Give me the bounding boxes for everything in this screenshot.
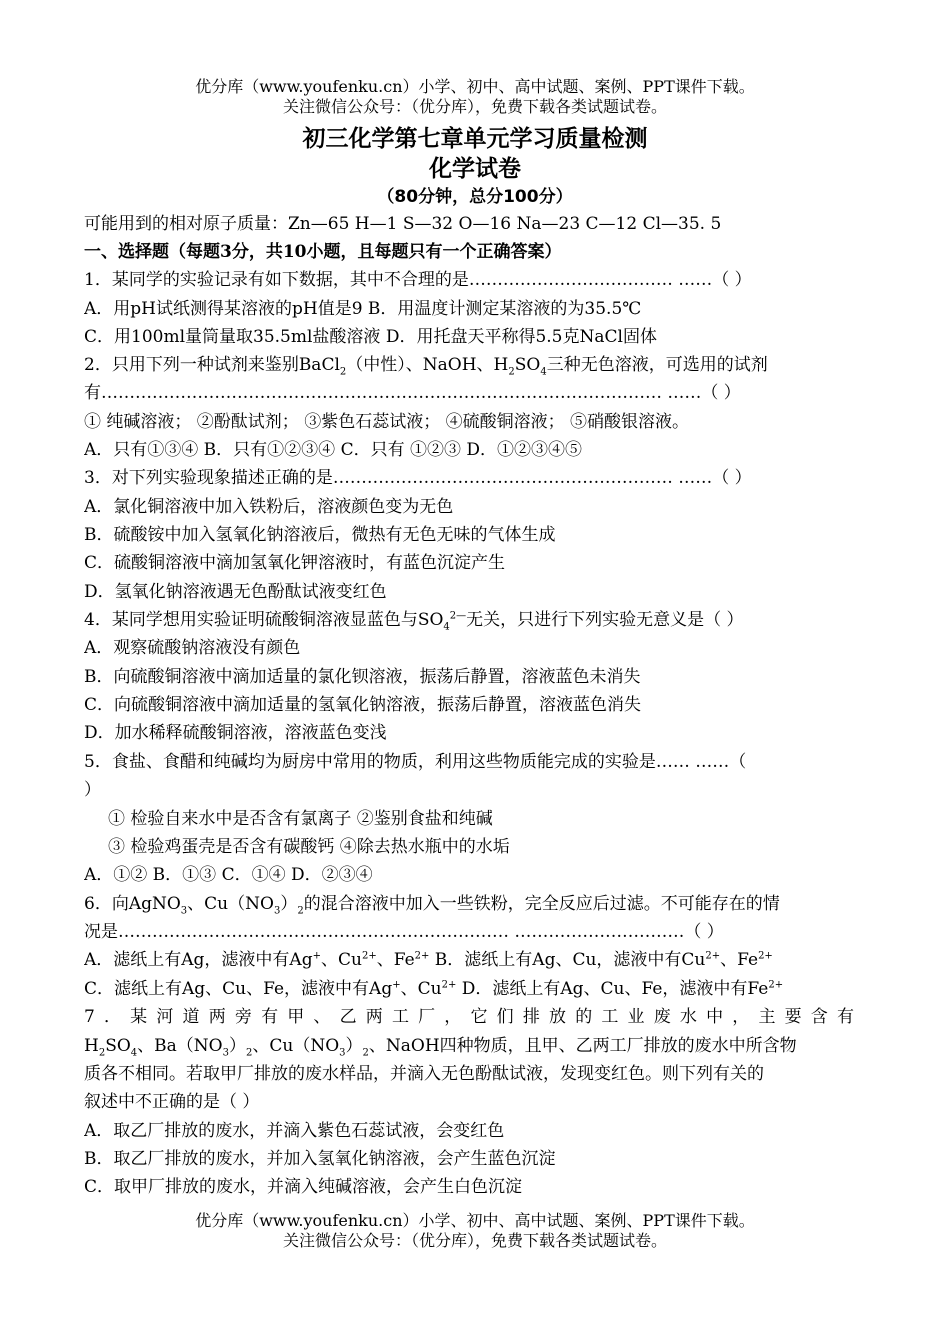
q3-option-a: A．氯化铜溶液中加入铁粉后，溶液颜色变为无色 <box>84 497 454 517</box>
q2-answers: A．只有①③④ B．只有①②③④ C．只有 ①②③ D．①②③④⑤ <box>84 440 583 460</box>
q3-option-d: D．氢氧化钠溶液遇无色酚酞试液变红色 <box>84 582 387 602</box>
q6-options-cd: C．滤纸上有Ag、Cu、Fe，滤液中有Ag+、$Cu^{2+}$ D．滤纸上有Ag、Cu、Fe，滤液中有$Fe^{2+}$ <box>84 979 784 999</box>
q4-option-d: D．加水稀释硫酸铜溶液，溶液蓝色变浅 <box>84 723 387 743</box>
q7-option-a: A．取乙厂排放的废水，并滴入紫色石蕊试液，会变红色 <box>84 1121 505 1141</box>
exam-title: 初三化学第七章单元学习质量检测 <box>302 126 648 152</box>
footer-line-2: 关注微信公众号：（优分库），免费下载各类试题试卷。 <box>282 1231 667 1250</box>
q6-options-ab: A．滤纸上有Ag，滤液中有Ag+、$Cu^{2+}$、$Fe^{2+}$ B．滤纸上有Ag、Cu，滤液中有$Cu^{2+}$、$Fe^{2+}$ <box>84 950 773 970</box>
q4-option-a: A．观察硫酸钠溶液没有颜色 <box>84 638 301 658</box>
section-heading: 一、选择题（每题3分，共10小题，且每题只有一个正确答案） <box>84 242 562 262</box>
exam-subtitle: 化学试卷 <box>429 156 521 182</box>
header-line-2: 关注微信公众号：（优分库），免费下载各类试题试卷。 <box>282 97 667 116</box>
q3-option-c: C．硫酸铜溶液中滴加氢氧化钾溶液时，有蓝色沉淀产生 <box>84 553 506 573</box>
q2-reagents: ① 纯碱溶液； ②酚酞试剂； ③紫色石蕊试液； ④硫酸铜溶液； ⑤硝酸银溶液。 <box>84 412 690 432</box>
q2-stem-cont: 有……………………………………………………………………………………… ……（ ） <box>84 383 741 403</box>
q2-stem: 2．只用下列一种试剂来鉴别BaCl$_2$（中性）、NaOH、$H_2SO_4$三种无色溶液，可选用的试剂 <box>84 355 768 376</box>
q7-stem-4: 叙述中不正确的是（ ） <box>84 1092 260 1112</box>
q7-stem-2: $H_2SO_4$、$Ba(NO_3)_2$、$Cu(NO_3)_2$、NaOH四种物质，且甲、乙两工厂排放的废水中所含物 <box>84 1036 797 1057</box>
q5-answers: A．①② B．①③ C．①④ D．②③④ <box>84 865 373 885</box>
q7-stem-3: 质各不相同。若取甲厂排放的废水样品，并滴入无色酚酞试液，发现变红色。则下列有关的 <box>84 1064 764 1084</box>
q7-stem-1: 7．某河道两旁有甲、乙两工厂，它们排放的工业废水中，主要含有 <box>84 1007 854 1027</box>
q3-option-b: B．硫酸铵中加入氢氧化钠溶液后，微热有无色无味的气体生成 <box>84 525 556 545</box>
exam-info: （80分钟，总分100分） <box>377 187 573 207</box>
q5-items-2: ③ 检验鸡蛋壳是否含有碳酸钙 ④除去热水瓶中的水垢 <box>108 837 510 857</box>
q3-stem: 3．对下列实验现象描述正确的是…………………………………………………… ……（ ） <box>84 468 752 488</box>
q4-stem: 4．某同学想用实验证明硫酸铜溶液显蓝色与$SO_4^{2—}$无关，只进行下列实验无意义是（ ） <box>84 610 744 631</box>
atomic-mass-line: 可能用到的相对原子质量：Zn—65 H—1 S—32 O—16 Na—23 C—12 Cl—35. 5 <box>84 214 722 234</box>
q7-option-c: C．取甲厂排放的废水，并滴入纯碱溶液，会产生白色沉淀 <box>84 1177 523 1197</box>
q1-options-ab: A．用pH试纸测得某溶液的pH值是9 B．用温度计测定某溶液的为35.5℃ <box>84 299 642 319</box>
q5-stem-cont: ） <box>84 780 101 800</box>
q6-stem-cont: 况是…………………………………………………………… …………………………（ ） <box>84 922 724 942</box>
q1-stem: 1．某同学的实验记录有如下数据，其中不合理的是……………………………… ……（ ） <box>84 270 752 290</box>
q5-items-1: ① 检验自来水中是否含有氯离子 ②鉴别食盐和纯碱 <box>108 809 493 829</box>
q4-option-b: B．向硫酸铜溶液中滴加适量的氯化钡溶液，振荡后静置，溶液蓝色未消失 <box>84 667 641 687</box>
q4-option-c: C．向硫酸铜溶液中滴加适量的氢氧化钠溶液，振荡后静置，溶液蓝色消失 <box>84 695 642 715</box>
q7-option-b: B．取乙厂排放的废水，并加入氢氧化钠溶液，会产生蓝色沉淀 <box>84 1149 556 1169</box>
q1-options-cd: C．用100ml量筒量取35.5ml盐酸溶液 D．用托盘天平称得5.5克NaCl固体 <box>84 327 657 347</box>
q6-stem: 6．向AgNO$_3$、$Cu(NO_3)_2$的混合溶液中加入一些铁粉，完全反应后过滤。不可能存在的情 <box>84 894 780 915</box>
header-line-1: 优分库（www.youfenku.cn）小学、初中、高中试题、案例、PPT课件下载。 <box>195 77 755 96</box>
q5-stem: 5．食盐、食醋和纯碱均为厨房中常用的物质，利用这些物质能完成的实验是…… ……（ <box>84 752 747 772</box>
footer-line-1: 优分库（www.youfenku.cn）小学、初中、高中试题、案例、PPT课件下载。 <box>195 1211 755 1230</box>
